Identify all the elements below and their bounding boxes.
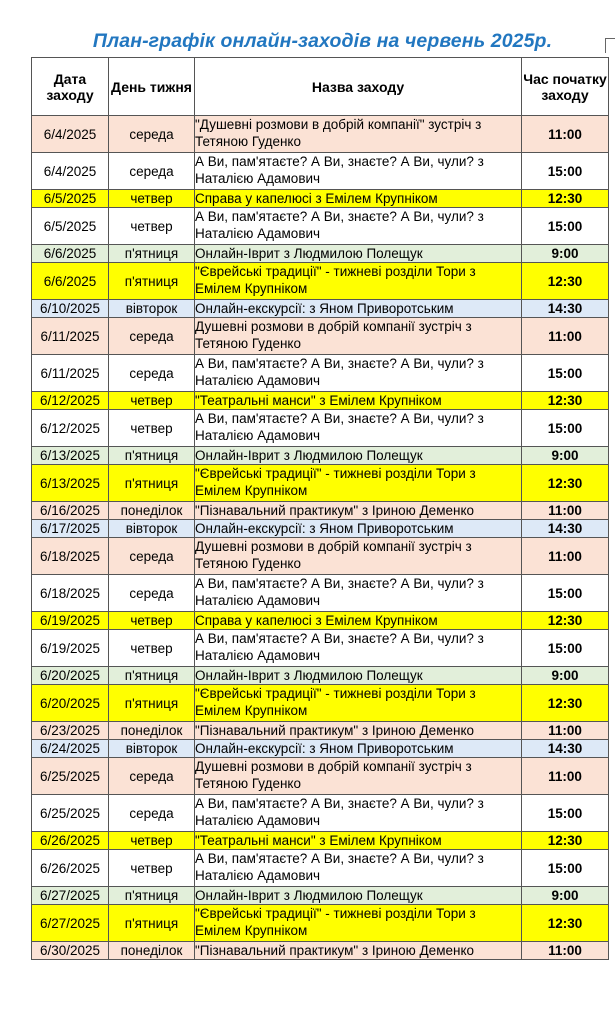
table-row	[32, 410, 609, 447]
event-start-time: 11:00	[522, 758, 609, 795]
event-weekday: четвер	[109, 850, 195, 887]
event-date: 6/23/2025	[32, 722, 109, 740]
event-weekday: середа	[109, 758, 195, 795]
event-date: 6/10/2025	[32, 300, 109, 318]
schedule-table	[31, 57, 609, 960]
table-row	[32, 465, 609, 502]
event-name: Онлайн-екскурсії: з Яном Приворотським	[195, 300, 522, 318]
event-start-time: 15:00	[522, 355, 609, 392]
table-row	[32, 263, 609, 300]
event-date: 6/18/2025	[32, 575, 109, 612]
event-weekday: вівторок	[109, 740, 195, 758]
table-row	[32, 832, 609, 850]
event-name: А Ви, пам'ятаєте? А Ви, знаєте? А Ви, чули? з Наталією Адамович	[195, 355, 522, 392]
header-time: Час початку заходу	[522, 58, 609, 116]
event-weekday: середа	[109, 575, 195, 612]
event-date: 6/12/2025	[32, 410, 109, 447]
event-name: А Ви, пам'ятаєте? А Ви, знаєте? А Ви, чули? з Наталією Адамович	[195, 850, 522, 887]
table-row	[32, 795, 609, 832]
table-row	[32, 300, 609, 318]
event-date: 6/26/2025	[32, 850, 109, 887]
table-row	[32, 245, 609, 263]
event-weekday: середа	[109, 153, 195, 190]
table-row	[32, 153, 609, 190]
event-start-time: 12:30	[522, 905, 609, 942]
table-row	[32, 887, 609, 905]
event-name: А Ви, пам'ятаєте? А Ви, знаєте? А Ви, чули? з Наталією Адамович	[195, 410, 522, 447]
table-row	[32, 685, 609, 722]
event-start-time: 14:30	[522, 300, 609, 318]
table-row	[32, 538, 609, 575]
table-row	[32, 447, 609, 465]
event-date: 6/24/2025	[32, 740, 109, 758]
event-name: А Ви, пам'ятаєте? А Ви, знаєте? А Ви, чули? з Наталією Адамович	[195, 153, 522, 190]
event-date: 6/19/2025	[32, 630, 109, 667]
event-start-time: 11:00	[522, 502, 609, 520]
event-date: 6/4/2025	[32, 116, 109, 153]
event-start-time: 12:30	[522, 465, 609, 502]
event-name: А Ви, пам'ятаєте? А Ви, знаєте? А Ви, чули? з Наталією Адамович	[195, 575, 522, 612]
event-date: 6/5/2025	[32, 208, 109, 245]
event-name: "Пізнавальний практикум" з Іриною Деменко	[195, 502, 522, 520]
event-date: 6/6/2025	[32, 245, 109, 263]
event-start-time: 11:00	[522, 722, 609, 740]
table-row	[32, 190, 609, 208]
table-row	[32, 575, 609, 612]
event-start-time: 14:30	[522, 740, 609, 758]
event-start-time: 9:00	[522, 667, 609, 685]
table-row	[32, 905, 609, 942]
event-start-time: 9:00	[522, 887, 609, 905]
event-weekday: п'ятниця	[109, 905, 195, 942]
event-weekday: понеділок	[109, 722, 195, 740]
event-start-time: 11:00	[522, 318, 609, 355]
event-start-time: 15:00	[522, 575, 609, 612]
table-row	[32, 758, 609, 795]
table-body	[32, 116, 609, 960]
event-weekday: четвер	[109, 208, 195, 245]
event-weekday: понеділок	[109, 942, 195, 960]
event-start-time: 12:30	[522, 263, 609, 300]
event-start-time: 9:00	[522, 447, 609, 465]
table-row	[32, 355, 609, 392]
event-weekday: четвер	[109, 832, 195, 850]
event-name: "Пізнавальний практикум" з Іриною Деменко	[195, 942, 522, 960]
event-weekday: середа	[109, 318, 195, 355]
event-date: 6/16/2025	[32, 502, 109, 520]
event-date: 6/17/2025	[32, 520, 109, 538]
event-weekday: п'ятниця	[109, 245, 195, 263]
event-weekday: середа	[109, 538, 195, 575]
event-start-time: 15:00	[522, 410, 609, 447]
event-date: 6/4/2025	[32, 153, 109, 190]
event-date: 6/5/2025	[32, 190, 109, 208]
event-name: Онлайн-Іврит з Людмилою Полещук	[195, 447, 522, 465]
event-name: "Єврейські традиції" - тижневі розділи Тори з Емілем Крупніком	[195, 263, 522, 300]
event-start-time: 12:30	[522, 832, 609, 850]
table-row	[32, 630, 609, 667]
event-weekday: четвер	[109, 410, 195, 447]
table-row	[32, 520, 609, 538]
event-start-time: 14:30	[522, 520, 609, 538]
event-weekday: вівторок	[109, 300, 195, 318]
event-name: "Єврейські традиції" - тижневі розділи Тори з Емілем Крупніком	[195, 905, 522, 942]
event-name: Справа у капелюсі з Емілем Крупніком	[195, 190, 522, 208]
event-date: 6/26/2025	[32, 832, 109, 850]
event-name: Онлайн-екскурсії: з Яном Приворотським	[195, 740, 522, 758]
event-weekday: п'ятниця	[109, 465, 195, 502]
header-date: Дата заходу	[32, 58, 109, 116]
event-name: Онлайн-Іврит з Людмилою Полещук	[195, 667, 522, 685]
event-start-time: 11:00	[522, 942, 609, 960]
event-start-time: 15:00	[522, 850, 609, 887]
event-name: "Єврейські традиції" - тижневі розділи Тори з Емілем Крупніком	[195, 685, 522, 722]
event-start-time: 12:30	[522, 392, 609, 410]
event-date: 6/20/2025	[32, 685, 109, 722]
event-name: А Ви, пам'ятаєте? А Ви, знаєте? А Ви, чули? з Наталією Адамович	[195, 630, 522, 667]
header-name: Назва заходу	[195, 58, 522, 116]
event-weekday: п'ятниця	[109, 667, 195, 685]
event-name: А Ви, пам'ятаєте? А Ви, знаєте? А Ви, чули? з Наталією Адамович	[195, 208, 522, 245]
event-weekday: четвер	[109, 190, 195, 208]
event-name: "Душевні розмови в добрій компанії" зустріч з Тетяною Гуденко	[195, 116, 522, 153]
event-date: 6/12/2025	[32, 392, 109, 410]
event-start-time: 11:00	[522, 116, 609, 153]
event-start-time: 11:00	[522, 538, 609, 575]
event-weekday: п'ятниця	[109, 447, 195, 465]
event-date: 6/30/2025	[32, 942, 109, 960]
event-name: Онлайн-Іврит з Людмилою Полещук	[195, 245, 522, 263]
event-date: 6/11/2025	[32, 355, 109, 392]
event-name: Душевні розмови в добрій компанії зустріч з Тетяною Гуденко	[195, 758, 522, 795]
event-name: А Ви, пам'ятаєте? А Ви, знаєте? А Ви, чули? з Наталією Адамович	[195, 795, 522, 832]
table-row	[32, 612, 609, 630]
header-day: День тижня	[109, 58, 195, 116]
event-start-time: 12:30	[522, 190, 609, 208]
event-start-time: 9:00	[522, 245, 609, 263]
event-date: 6/11/2025	[32, 318, 109, 355]
event-start-time: 12:30	[522, 685, 609, 722]
table-row	[32, 722, 609, 740]
event-date: 6/18/2025	[32, 538, 109, 575]
event-start-time: 15:00	[522, 208, 609, 245]
event-start-time: 15:00	[522, 795, 609, 832]
event-date: 6/20/2025	[32, 667, 109, 685]
event-weekday: середа	[109, 355, 195, 392]
table-row	[32, 740, 609, 758]
table-row	[32, 850, 609, 887]
event-weekday: четвер	[109, 392, 195, 410]
crop-mark	[605, 38, 615, 53]
table-row	[32, 392, 609, 410]
event-weekday: середа	[109, 116, 195, 153]
event-weekday: середа	[109, 795, 195, 832]
event-date: 6/19/2025	[32, 612, 109, 630]
table-row	[32, 942, 609, 960]
event-weekday: п'ятниця	[109, 685, 195, 722]
event-weekday: п'ятниця	[109, 263, 195, 300]
event-weekday: понеділок	[109, 502, 195, 520]
event-name: Онлайн-екскурсії: з Яном Приворотським	[195, 520, 522, 538]
event-weekday: четвер	[109, 612, 195, 630]
event-weekday: вівторок	[109, 520, 195, 538]
event-name: Справа у капелюсі з Емілем Крупніком	[195, 612, 522, 630]
event-name: "Єврейські традиції" - тижневі розділи Тори з Емілем Крупніком	[195, 465, 522, 502]
page-title: План-графік онлайн-заходів на червень 2025р.	[92, 30, 553, 52]
table-row	[32, 208, 609, 245]
event-date: 6/25/2025	[32, 795, 109, 832]
table-row	[32, 116, 609, 153]
event-start-time: 12:30	[522, 612, 609, 630]
event-start-time: 15:00	[522, 630, 609, 667]
event-weekday: п'ятниця	[109, 887, 195, 905]
event-name: "Театральні манси" з Емілем Крупніком	[195, 832, 522, 850]
event-name: "Пізнавальний практикум" з Іриною Деменко	[195, 722, 522, 740]
event-date: 6/27/2025	[32, 887, 109, 905]
event-name: Онлайн-Іврит з Людмилою Полещук	[195, 887, 522, 905]
event-name: Душевні розмови в добрій компанії зустріч з Тетяною Гуденко	[195, 538, 522, 575]
table-row	[32, 667, 609, 685]
table-row	[32, 502, 609, 520]
table-header-row	[32, 58, 609, 116]
event-date: 6/13/2025	[32, 447, 109, 465]
event-date: 6/27/2025	[32, 905, 109, 942]
event-weekday: четвер	[109, 630, 195, 667]
table-row	[32, 318, 609, 355]
event-name: "Театральні манси" з Емілем Крупніком	[195, 392, 522, 410]
event-start-time: 15:00	[522, 153, 609, 190]
event-name: Душевні розмови в добрій компанії зустріч з Тетяною Гуденко	[195, 318, 522, 355]
event-date: 6/6/2025	[32, 263, 109, 300]
event-date: 6/13/2025	[32, 465, 109, 502]
event-date: 6/25/2025	[32, 758, 109, 795]
